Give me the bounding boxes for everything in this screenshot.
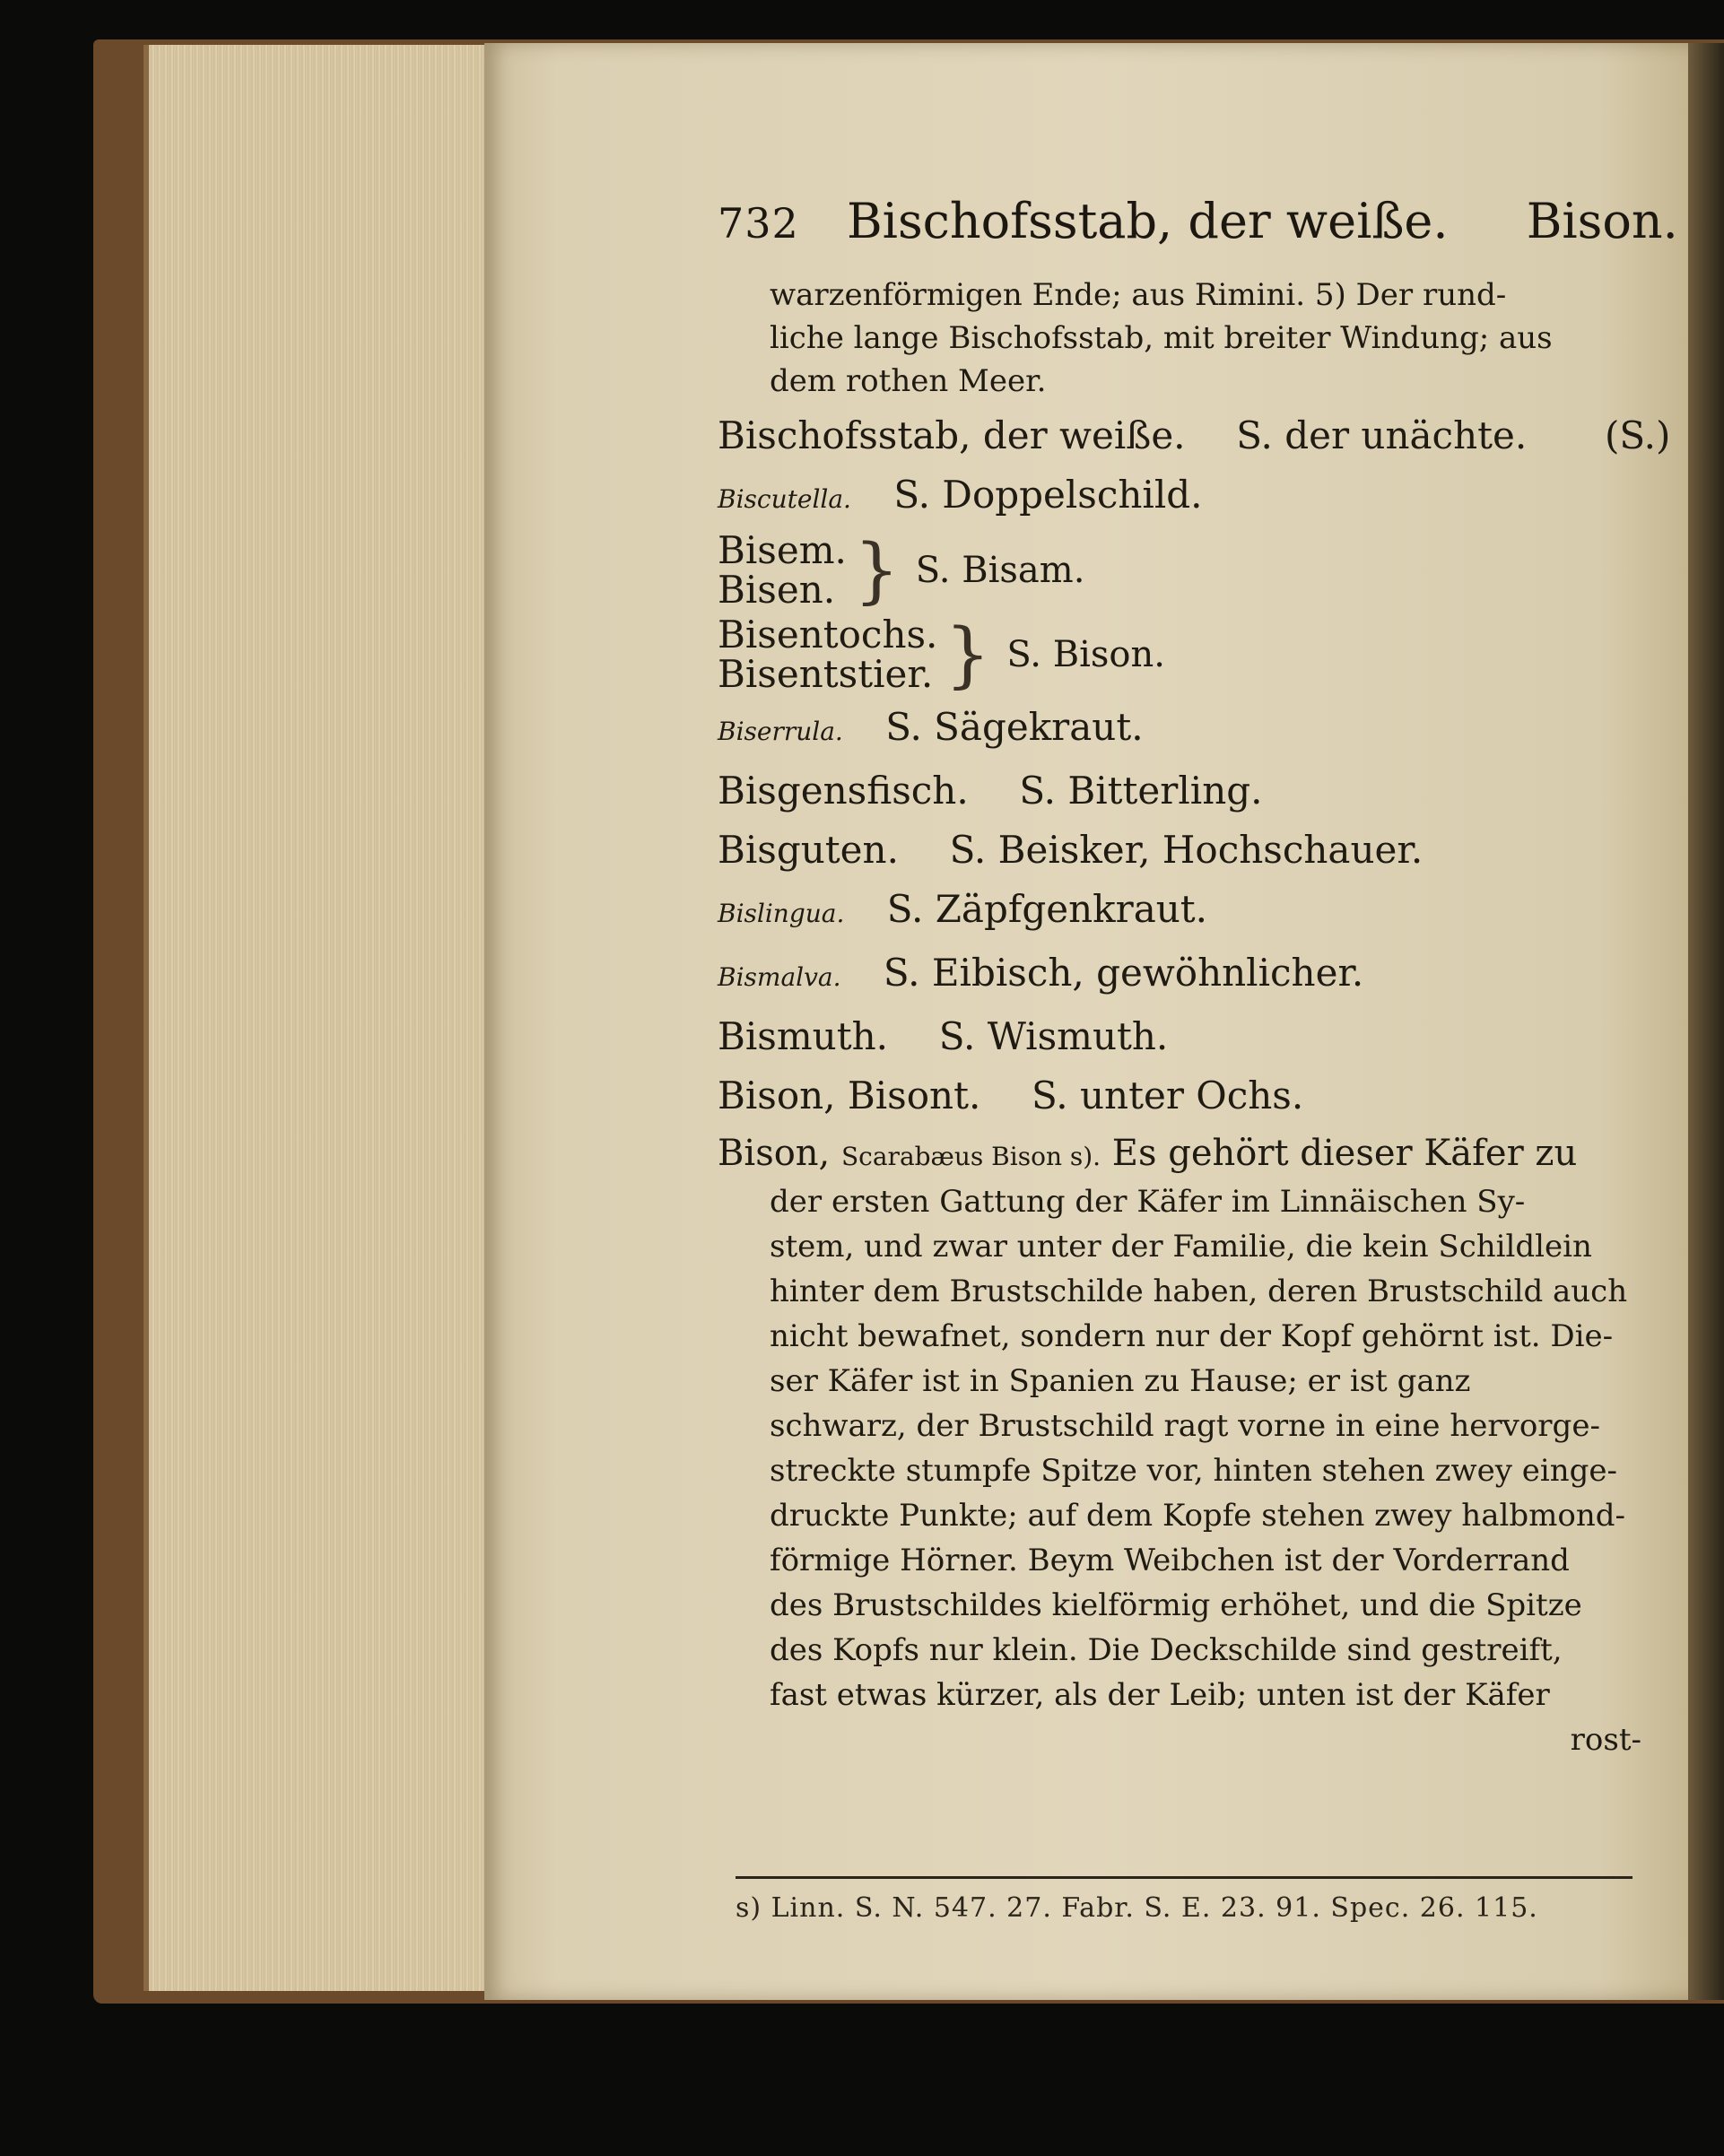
entry-head: Bison, Bisont.	[718, 1074, 981, 1117]
brace-entry	[718, 528, 1641, 612]
paragraph-line: des Kopfs nur klein. Die Deckschilde sind gestreift,	[770, 1632, 1563, 1668]
paragraph-first-line	[718, 1131, 1641, 1179]
entry-ref: S. Bitterling.	[1019, 769, 1263, 813]
paragraph-line: druckte Punkte; auf dem Kopfe stehen zwey halbmond-	[770, 1498, 1625, 1534]
entry-head: Bischofsstab, der weiße.	[718, 413, 1186, 457]
entry-ref: S. unter Ochs.	[1032, 1074, 1304, 1117]
page-edges	[144, 45, 508, 1991]
brace-entry	[718, 615, 1641, 694]
dictionary-entry	[718, 824, 1641, 876]
entry-ref: S. Bisam.	[915, 550, 1085, 591]
dictionary-entry	[718, 1011, 1641, 1063]
paragraph-line: fast etwas kürzer, als der Leib; unten ist der Käfer	[770, 1677, 1550, 1713]
entry-ref: S. Doppelschild.	[893, 473, 1203, 517]
entry-head: Bisen.	[718, 568, 836, 612]
entry-head: Bison,	[718, 1133, 831, 1174]
header-title-left: Bischofsstab, der weiße.	[846, 193, 1449, 249]
paragraph-line: streckte stumpfe Spitze vor, hinten stehen zwey einge-	[770, 1453, 1618, 1489]
entry-latin: Bislingua.	[718, 899, 845, 928]
entry-latin: Biserrula.	[718, 717, 843, 746]
entry-head: Bisguten.	[718, 828, 899, 872]
paragraph-line: nicht bewafnet, sondern nur der Kopf gehörnt ist. Die-	[770, 1318, 1614, 1354]
dictionary-entry	[718, 883, 1641, 940]
entry-ref: S. Beisker, Hochschauer.	[949, 828, 1424, 872]
footnote-rule	[736, 1876, 1633, 1879]
entry-head: Bisentstier.	[718, 652, 934, 696]
header-title-right: Bison.	[1526, 193, 1678, 249]
bison-paragraph	[718, 1131, 1641, 1762]
book-gutter	[1688, 43, 1724, 2000]
paragraph-line: hinter dem Brustschilde haben, deren Brustschild auch	[770, 1274, 1628, 1309]
paragraph-line: ser Käfer ist in Spanien zu Hause; er ist ganz	[770, 1363, 1471, 1399]
dictionary-entry	[718, 1070, 1641, 1122]
entry-ref: S. Eibisch, gewöhnlicher.	[883, 951, 1364, 995]
page-content	[718, 274, 1671, 1762]
entry-ref: S. Wismuth.	[938, 1014, 1169, 1058]
page-number: 732	[718, 199, 799, 248]
entry-latin: Bismalva.	[718, 962, 841, 992]
paragraph-line: stem, und zwar unter der Familie, die kein Schildlein	[770, 1229, 1592, 1265]
dictionary-entry	[718, 765, 1641, 817]
paragraph-line: der ersten Gattung der Käfer im Linnäischen Sy-	[770, 1184, 1526, 1220]
entry-ref: S. Zäpfgenkraut.	[886, 887, 1208, 931]
scientific-name: Scarabæus Bison s).	[841, 1142, 1101, 1171]
entry-head: Bisem.	[718, 528, 847, 572]
entry-extra: (S.)	[1604, 413, 1671, 457]
entry-ref: S. der unächte.	[1236, 413, 1528, 457]
dictionary-entry	[718, 410, 1671, 462]
text-line: liche lange Bischofsstab, mit breiter Windung; aus	[770, 320, 1553, 356]
brace-mark: }	[853, 528, 900, 612]
text-line: warzenförmigen Ende; aus Rimini. 5) Der rund-	[770, 277, 1507, 313]
text-line: dem rothen Meer.	[770, 363, 1047, 399]
paragraph-line: des Brustschildes kielförmig erhöhet, und die Spitze	[770, 1587, 1582, 1623]
entry-head: Bismuth.	[718, 1014, 889, 1058]
catchword: rost-	[1570, 1722, 1641, 1758]
paragraph-line: förmige Hörner. Beym Weibchen ist der Vorderrand	[770, 1543, 1570, 1578]
footnote: s) Linn. S. N. 547. 27. Fabr. S. E. 23. 91. Spec. 26. 115.	[736, 1892, 1538, 1924]
dictionary-entry	[718, 469, 1641, 526]
running-header	[718, 193, 1678, 249]
entry-head: Bisentochs.	[718, 613, 938, 656]
paragraph-line: schwarz, der Brustschild ragt vorne in eine hervorge-	[770, 1408, 1600, 1444]
dictionary-entry	[718, 947, 1641, 1004]
paragraph-text: Es gehört dieser Käfer zu	[1111, 1133, 1578, 1174]
entry-ref: S. Bison.	[1006, 634, 1165, 675]
entry-ref: S. Sägekraut.	[885, 705, 1144, 749]
entry-latin: Biscutella.	[718, 484, 851, 514]
entry-head: Bisgensfisch.	[718, 769, 969, 813]
brace-mark: }	[945, 613, 991, 696]
dictionary-entry	[718, 701, 1641, 758]
